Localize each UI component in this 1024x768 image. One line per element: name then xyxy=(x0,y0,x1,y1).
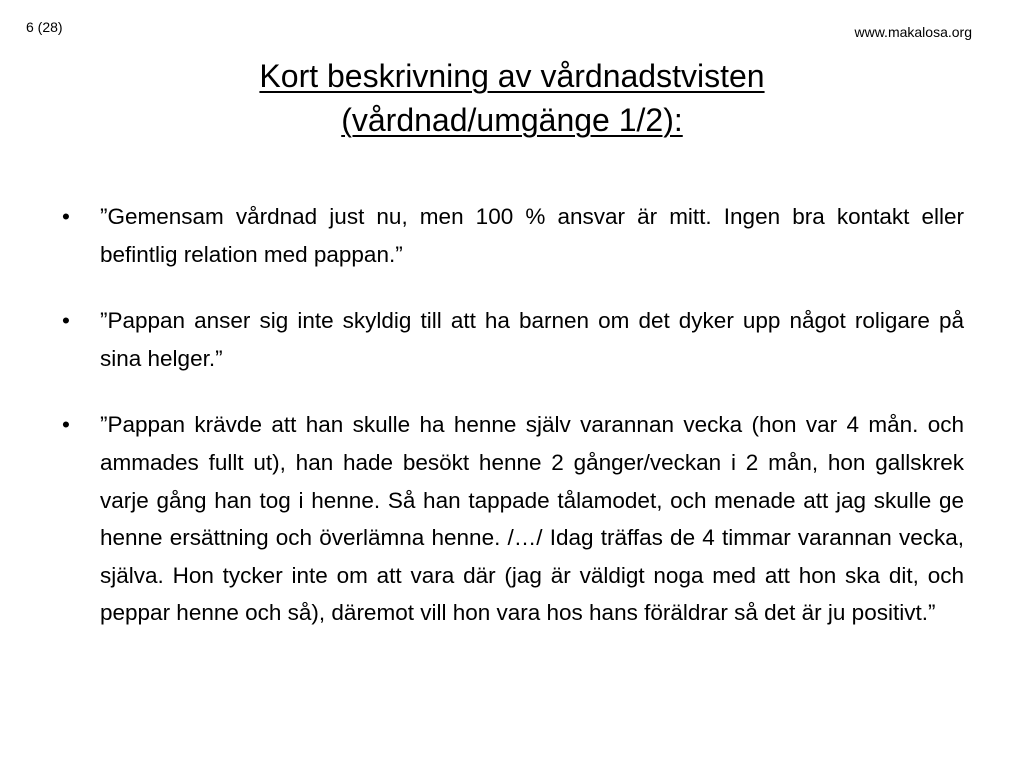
title-line-1: Kort beskrivning av vårdnadstvisten xyxy=(259,58,765,94)
title-line-2: (vårdnad/umgänge 1/2): xyxy=(341,102,683,138)
bullet-marker: • xyxy=(62,412,70,438)
bullet-text: ”Gemensam vårdnad just nu, men 100 % ansvar är mitt. Ingen bra kontakt eller befintlig relation med pappan.” xyxy=(100,204,964,267)
bullet-item xyxy=(62,406,964,632)
slide-title xyxy=(120,54,904,142)
bullet-text: ”Pappan anser sig inte skyldig till att ha barnen om det dyker upp något roligare på sina helger.” xyxy=(100,308,964,371)
bullet-list xyxy=(62,198,964,661)
bullet-marker: • xyxy=(62,308,70,334)
bullet-item xyxy=(62,198,964,273)
site-url[interactable]: www.makalosa.org xyxy=(854,24,972,40)
slide-number: 6 (28) xyxy=(26,19,63,35)
bullet-marker: • xyxy=(62,204,70,229)
bullet-item xyxy=(62,302,964,377)
bullet-text: ”Pappan krävde att han skulle ha henne själv varannan vecka (hon var 4 mån. och ammades fullt ut), han hade besökt henne 2 gånger/veckan i 2 mån, hon gallskrek varje gång han tog i henne. Så han tappade tålamodet, och menade att jag skulle ge henne ersättning och överlämna henne. /…/ Idag träffas de 4 timmar varannan vecka, själva. Hon tycker inte om att vara där (jag är väldigt noga med att hon ska dit, och peppar henne och så), däremot vill hon vara hos hans föräldrar så det är ju positivt.” xyxy=(100,412,964,626)
